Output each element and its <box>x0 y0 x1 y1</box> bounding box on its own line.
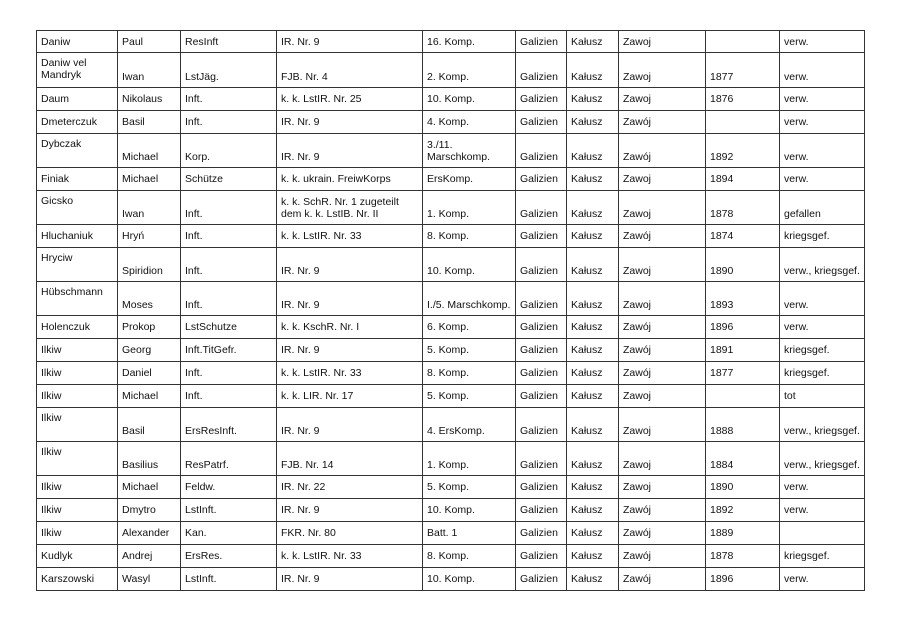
cell-birth-year: 1878 <box>706 545 780 568</box>
cell-birth-year: 1891 <box>706 339 780 362</box>
cell-rank: Inft. <box>181 111 277 134</box>
cell-first-name: Wasyl <box>118 568 181 591</box>
cell-rank: Inft. <box>181 191 277 225</box>
cell-company: 5. Komp. <box>423 339 516 362</box>
table-row <box>37 362 865 385</box>
cell-surname: Ilkiw <box>37 476 118 499</box>
cell-company: 10. Komp. <box>423 499 516 522</box>
cell-first-name: Michael <box>118 134 181 168</box>
cell-first-name: Spiridion <box>118 248 181 282</box>
cell-unit: FKR. Nr. 80 <box>277 522 423 545</box>
table-row <box>37 282 865 316</box>
cell-unit: IR. Nr. 9 <box>277 339 423 362</box>
cell-status: gefallen <box>780 191 865 225</box>
cell-village: Zawoj <box>619 168 706 191</box>
cell-rank: LstSchutze <box>181 316 277 339</box>
cell-status: verw. <box>780 134 865 168</box>
cell-status: verw. <box>780 282 865 316</box>
cell-village: Zawoj <box>619 53 706 88</box>
table-row <box>37 568 865 591</box>
cell-region: Galizien <box>516 522 567 545</box>
cell-surname: Ilkiw <box>37 408 118 442</box>
casualty-list-sheet <box>36 30 865 591</box>
cell-region: Galizien <box>516 545 567 568</box>
cell-birth-year: 1890 <box>706 248 780 282</box>
cell-unit: IR. Nr. 9 <box>277 408 423 442</box>
cell-status: verw. <box>780 168 865 191</box>
cell-rank: LstInft. <box>181 568 277 591</box>
cell-unit: IR. Nr. 9 <box>277 31 423 53</box>
cell-district: Kałusz <box>567 362 619 385</box>
cell-rank: LstJäg. <box>181 53 277 88</box>
cell-birth-year: 1894 <box>706 168 780 191</box>
cell-rank: Inft. <box>181 248 277 282</box>
cell-unit: FJB. Nr. 14 <box>277 442 423 476</box>
cell-region: Galizien <box>516 191 567 225</box>
cell-district: Kałusz <box>567 111 619 134</box>
table-row <box>37 111 865 134</box>
cell-company: 4. Komp. <box>423 111 516 134</box>
table-row <box>37 442 865 476</box>
cell-company: ErsKomp. <box>423 168 516 191</box>
cell-surname: Gicsko <box>37 191 118 225</box>
cell-rank: ErsRes. <box>181 545 277 568</box>
cell-unit: IR. Nr. 9 <box>277 499 423 522</box>
cell-village: Zawoj <box>619 442 706 476</box>
cell-district: Kałusz <box>567 442 619 476</box>
cell-status: verw., kriegsgef. <box>780 408 865 442</box>
cell-first-name: Michael <box>118 385 181 408</box>
cell-unit: IR. Nr. 9 <box>277 111 423 134</box>
cell-region: Galizien <box>516 316 567 339</box>
cell-first-name: Basilius <box>118 442 181 476</box>
cell-unit: IR. Nr. 9 <box>277 568 423 591</box>
cell-status: verw. <box>780 499 865 522</box>
cell-company: 5. Komp. <box>423 385 516 408</box>
cell-surname: Finiak <box>37 168 118 191</box>
cell-status: verw. <box>780 31 865 53</box>
cell-company: 16. Komp. <box>423 31 516 53</box>
cell-first-name: Daniel <box>118 362 181 385</box>
cell-unit: k. k. ukrain. FreiwKorps <box>277 168 423 191</box>
cell-village: Zawoj <box>619 31 706 53</box>
cell-village: Zawoj <box>619 282 706 316</box>
cell-region: Galizien <box>516 134 567 168</box>
cell-first-name: Hryń <box>118 225 181 248</box>
cell-unit: k. k. SchR. Nr. 1 zugeteilt dem k. k. LstIB. Nr. II <box>277 191 423 225</box>
cell-village: Zawoj <box>619 476 706 499</box>
cell-first-name: Michael <box>118 168 181 191</box>
cell-district: Kałusz <box>567 31 619 53</box>
cell-surname: Ilkiw <box>37 442 118 476</box>
cell-surname: Ilkiw <box>37 499 118 522</box>
cell-status: kriegsgef. <box>780 225 865 248</box>
cell-rank: Korp. <box>181 134 277 168</box>
cell-surname: Ilkiw <box>37 522 118 545</box>
cell-village: Zawój <box>619 225 706 248</box>
cell-unit: IR. Nr. 9 <box>277 248 423 282</box>
cell-village: Zawój <box>619 499 706 522</box>
cell-company: 6. Komp. <box>423 316 516 339</box>
cell-unit: k. k. LIR. Nr. 17 <box>277 385 423 408</box>
cell-first-name: Michael <box>118 476 181 499</box>
table-row <box>37 499 865 522</box>
cell-district: Kałusz <box>567 88 619 111</box>
cell-company: 4. ErsKomp. <box>423 408 516 442</box>
cell-region: Galizien <box>516 499 567 522</box>
cell-birth-year <box>706 31 780 53</box>
cell-surname: Daum <box>37 88 118 111</box>
cell-surname: Karszowski <box>37 568 118 591</box>
cell-company: I./5. Marschkomp. <box>423 282 516 316</box>
cell-unit: k. k. LstIR. Nr. 33 <box>277 362 423 385</box>
cell-company: 1. Komp. <box>423 191 516 225</box>
cell-district: Kałusz <box>567 545 619 568</box>
cell-first-name: Georg <box>118 339 181 362</box>
cell-company: 8. Komp. <box>423 225 516 248</box>
cell-region: Galizien <box>516 442 567 476</box>
table-row <box>37 88 865 111</box>
cell-status: verw., kriegsgef. <box>780 248 865 282</box>
cell-surname: Ilkiw <box>37 362 118 385</box>
table-row <box>37 522 865 545</box>
cell-company: 8. Komp. <box>423 362 516 385</box>
cell-rank: Inft. <box>181 225 277 248</box>
cell-surname: Ilkiw <box>37 339 118 362</box>
table-row <box>37 191 865 225</box>
cell-village: Zawój <box>619 545 706 568</box>
cell-rank: Kan. <box>181 522 277 545</box>
table-row <box>37 339 865 362</box>
cell-company: 10. Komp. <box>423 88 516 111</box>
cell-status: verw. <box>780 111 865 134</box>
cell-district: Kałusz <box>567 385 619 408</box>
cell-surname: Dmeterczuk <box>37 111 118 134</box>
cell-district: Kałusz <box>567 168 619 191</box>
cell-status: verw., kriegsgef. <box>780 442 865 476</box>
cell-surname: Holenczuk <box>37 316 118 339</box>
cell-company: 3./11. Marschkomp. <box>423 134 516 168</box>
cell-rank: ErsResInft. <box>181 408 277 442</box>
cell-region: Galizien <box>516 385 567 408</box>
cell-region: Galizien <box>516 31 567 53</box>
cell-birth-year <box>706 385 780 408</box>
cell-birth-year: 1892 <box>706 499 780 522</box>
cell-company: 1. Komp. <box>423 442 516 476</box>
cell-district: Kałusz <box>567 282 619 316</box>
cell-region: Galizien <box>516 248 567 282</box>
cell-first-name: Paul <box>118 31 181 53</box>
cell-village: Zawój <box>619 522 706 545</box>
cell-unit: k. k. LstIR. Nr. 25 <box>277 88 423 111</box>
table-row <box>37 476 865 499</box>
cell-birth-year: 1877 <box>706 362 780 385</box>
table-row <box>37 385 865 408</box>
cell-first-name: Prokop <box>118 316 181 339</box>
cell-village: Zawoj <box>619 191 706 225</box>
cell-status: verw. <box>780 568 865 591</box>
table-row <box>37 248 865 282</box>
table-row <box>37 225 865 248</box>
cell-birth-year: 1884 <box>706 442 780 476</box>
cell-status <box>780 522 865 545</box>
cell-company: 10. Komp. <box>423 568 516 591</box>
table-row <box>37 545 865 568</box>
cell-surname: Hryciw <box>37 248 118 282</box>
cell-district: Kałusz <box>567 568 619 591</box>
cell-rank: Inft.TitGefr. <box>181 339 277 362</box>
cell-village: Zawój <box>619 134 706 168</box>
cell-district: Kałusz <box>567 248 619 282</box>
cell-status: tot <box>780 385 865 408</box>
cell-company: 2. Komp. <box>423 53 516 88</box>
cell-birth-year: 1877 <box>706 53 780 88</box>
cell-village: Zawoj <box>619 248 706 282</box>
cell-region: Galizien <box>516 476 567 499</box>
cell-unit: FJB. Nr. 4 <box>277 53 423 88</box>
cell-birth-year: 1888 <box>706 408 780 442</box>
cell-status: verw. <box>780 53 865 88</box>
cell-rank: Inft. <box>181 362 277 385</box>
cell-region: Galizien <box>516 225 567 248</box>
cell-district: Kałusz <box>567 408 619 442</box>
cell-district: Kałusz <box>567 339 619 362</box>
cell-region: Galizien <box>516 362 567 385</box>
cell-unit: IR. Nr. 9 <box>277 282 423 316</box>
cell-district: Kałusz <box>567 316 619 339</box>
cell-district: Kałusz <box>567 225 619 248</box>
cell-birth-year: 1896 <box>706 316 780 339</box>
cell-status: verw. <box>780 476 865 499</box>
cell-surname: Kudlyk <box>37 545 118 568</box>
cell-village: Zawoj <box>619 385 706 408</box>
cell-surname: Ilkiw <box>37 385 118 408</box>
cell-district: Kałusz <box>567 191 619 225</box>
cell-village: Zawój <box>619 339 706 362</box>
cell-village: Zawój <box>619 362 706 385</box>
cell-region: Galizien <box>516 53 567 88</box>
cell-district: Kałusz <box>567 476 619 499</box>
cell-region: Galizien <box>516 168 567 191</box>
cell-birth-year <box>706 111 780 134</box>
cell-village: Zawój <box>619 111 706 134</box>
cell-rank: LstInft. <box>181 499 277 522</box>
table-row <box>37 408 865 442</box>
cell-birth-year: 1893 <box>706 282 780 316</box>
cell-company: 5. Komp. <box>423 476 516 499</box>
cell-unit: k. k. LstIR. Nr. 33 <box>277 545 423 568</box>
cell-unit: IR. Nr. 22 <box>277 476 423 499</box>
cell-surname: Dybczak <box>37 134 118 168</box>
cell-village: Zawój <box>619 568 706 591</box>
cell-status: kriegsgef. <box>780 339 865 362</box>
cell-region: Galizien <box>516 88 567 111</box>
cell-first-name: Andrej <box>118 545 181 568</box>
cell-first-name: Alexander <box>118 522 181 545</box>
table-row <box>37 53 865 88</box>
cell-surname: Daniw vel Mandryk <box>37 53 118 88</box>
cell-first-name: Iwan <box>118 53 181 88</box>
table-row <box>37 31 865 53</box>
cell-status: verw. <box>780 88 865 111</box>
cell-unit: IR. Nr. 9 <box>277 134 423 168</box>
cell-first-name: Iwan <box>118 191 181 225</box>
cell-status: kriegsgef. <box>780 545 865 568</box>
cell-village: Zawoj <box>619 88 706 111</box>
cell-company: 10. Komp. <box>423 248 516 282</box>
cell-first-name: Nikolaus <box>118 88 181 111</box>
cell-first-name: Basil <box>118 111 181 134</box>
cell-rank: Inft. <box>181 385 277 408</box>
cell-village: Zawój <box>619 316 706 339</box>
cell-district: Kałusz <box>567 134 619 168</box>
cell-district: Kałusz <box>567 499 619 522</box>
cell-district: Kałusz <box>567 53 619 88</box>
table-row <box>37 316 865 339</box>
cell-birth-year: 1892 <box>706 134 780 168</box>
cell-birth-year: 1876 <box>706 88 780 111</box>
cell-rank: Schütze <box>181 168 277 191</box>
cell-unit: k. k. LstIR. Nr. 33 <box>277 225 423 248</box>
cell-birth-year: 1878 <box>706 191 780 225</box>
cell-surname: Hübschmann <box>37 282 118 316</box>
cell-region: Galizien <box>516 568 567 591</box>
cell-village: Zawoj <box>619 408 706 442</box>
cell-unit: k. k. KschR. Nr. I <box>277 316 423 339</box>
cell-region: Galizien <box>516 408 567 442</box>
cell-birth-year: 1896 <box>706 568 780 591</box>
cell-company: Batt. 1 <box>423 522 516 545</box>
cell-first-name: Basil <box>118 408 181 442</box>
cell-rank: Feldw. <box>181 476 277 499</box>
cell-rank: ResPatrf. <box>181 442 277 476</box>
table-row <box>37 168 865 191</box>
cell-region: Galizien <box>516 282 567 316</box>
cell-rank: Inft. <box>181 282 277 316</box>
cell-status: verw. <box>780 316 865 339</box>
cell-birth-year: 1889 <box>706 522 780 545</box>
table-row <box>37 134 865 168</box>
cell-status: kriegsgef. <box>780 362 865 385</box>
cell-birth-year: 1874 <box>706 225 780 248</box>
cell-region: Galizien <box>516 339 567 362</box>
cell-surname: Daniw <box>37 31 118 53</box>
cell-region: Galizien <box>516 111 567 134</box>
casualty-table <box>36 30 865 591</box>
cell-rank: ResInft <box>181 31 277 53</box>
cell-birth-year: 1890 <box>706 476 780 499</box>
cell-surname: Hluchaniuk <box>37 225 118 248</box>
cell-district: Kałusz <box>567 522 619 545</box>
cell-company: 8. Komp. <box>423 545 516 568</box>
cell-first-name: Dmytro <box>118 499 181 522</box>
cell-first-name: Moses <box>118 282 181 316</box>
cell-rank: Inft. <box>181 88 277 111</box>
